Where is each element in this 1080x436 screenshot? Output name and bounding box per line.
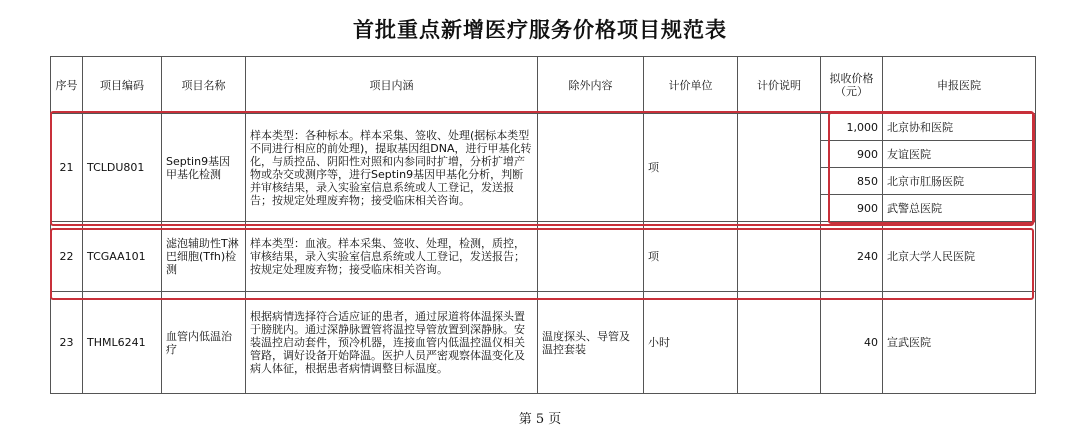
row-excluded (538, 222, 644, 292)
row-excluded (538, 114, 644, 222)
header-excluded: 除外内容 (538, 57, 644, 114)
row-price: 240 (821, 222, 883, 292)
page-number: 第 5 页 (518, 412, 562, 427)
row-excluded: 温度探头、导管及温控套装 (538, 292, 644, 394)
row-price: 900 (821, 195, 883, 222)
row-hospital: 宣武医院 (883, 292, 1036, 394)
row-seq: 22 (51, 222, 83, 292)
row-content: 样本类型：各种标本。样本采集、签收、处理(据标本类型不同进行相应的前处理)，提取基因组DNA，进行甲基化转化，与质控品、阴阳性对照和内参同时扩增，分析扩增产物或杂交或测序等，进行Septin9基因甲基化分析，判断并审核结果，录入实验室信息系统或人工登记，发送报告；按规定处理废弃物；接受临床相关咨询。 (246, 114, 538, 222)
row-code: TCGAA101 (83, 222, 162, 292)
row-unit: 小时 (644, 292, 738, 394)
row-price: 850 (821, 168, 883, 195)
header-row (51, 57, 1036, 114)
header-note: 计价说明 (738, 57, 821, 114)
row-price: 1,000 (821, 114, 883, 141)
row-name: 血管内低温治疗 (162, 292, 246, 394)
row-unit: 项 (644, 222, 738, 292)
header-content: 项目内涵 (246, 57, 538, 114)
header-unit: 计价单位 (644, 57, 738, 114)
row-code: THML6241 (83, 292, 162, 394)
row-hospital: 友谊医院 (883, 141, 1036, 168)
table-row (51, 114, 1036, 141)
row-seq: 21 (51, 114, 83, 222)
row-code: TCLDU801 (83, 114, 162, 222)
header-seq: 序号 (51, 57, 83, 114)
row-content: 样本类型：血液。样本采集、签收、处理，检测，质控，审核结果，录入实验室信息系统或人工登记，发送报告；按规定处理废弃物；接受临床相关咨询。 (246, 222, 538, 292)
row-note (738, 292, 821, 394)
header-code: 项目编码 (83, 57, 162, 114)
price-table (50, 56, 1036, 394)
row-name: 滤泡辅助性T淋巴细胞(Tfh)检测 (162, 222, 246, 292)
row-note (738, 114, 821, 222)
header-price: 拟收价格 （元） (821, 57, 883, 114)
row-price: 40 (821, 292, 883, 394)
row-name: Septin9基因甲基化检测 (162, 114, 246, 222)
row-hospital: 武警总医院 (883, 195, 1036, 222)
row-seq: 23 (51, 292, 83, 394)
header-hospital: 申报医院 (883, 57, 1036, 114)
header-name: 项目名称 (162, 57, 246, 114)
row-price: 900 (821, 141, 883, 168)
row-note (738, 222, 821, 292)
table-row (51, 222, 1036, 292)
row-unit: 项 (644, 114, 738, 222)
document-title: 首批重点新增医疗服务价格项目规范表 (353, 18, 727, 42)
table-row (51, 292, 1036, 394)
row-hospital: 北京协和医院 (883, 114, 1036, 141)
row-hospital: 北京大学人民医院 (883, 222, 1036, 292)
row-hospital: 北京市肛肠医院 (883, 168, 1036, 195)
row-content: 根据病情选择符合适应证的患者，通过尿道将体温探头置于膀胱内。通过深静脉置管将温控导管放置到深静脉。安装温控启动套件，预冷机器，连接血管内低温控温仪相关管路，调好设备开始降温。医护人员严密观察体温变化及病人体征，根据患者病情调整目标温度。 (246, 292, 538, 394)
